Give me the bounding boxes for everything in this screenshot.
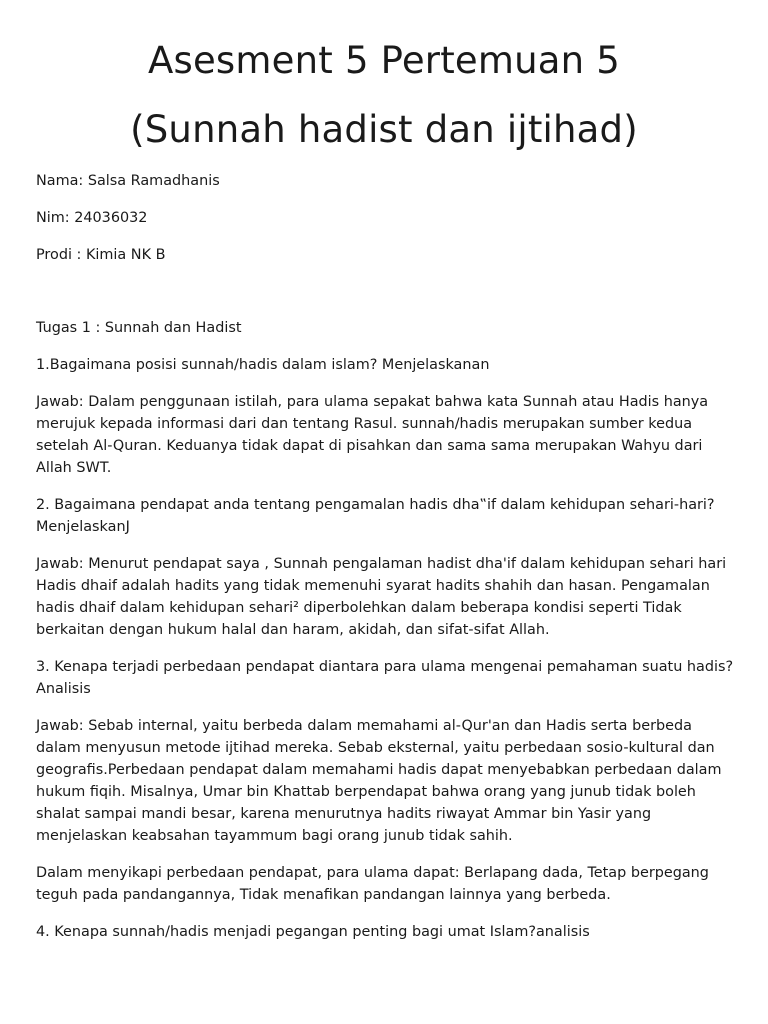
question-3: 3. Kenapa terjadi perbedaan pendapat diantara para ulama mengenai pemahaman suatu hadis? Analisis	[36, 659, 734, 697]
student-name: Nama: Salsa Ramadhanis	[36, 173, 220, 189]
answer-3: Jawab: Sebab internal, yaitu berbeda dalam memahami al-Qur'an dan Hadis serta berbeda dalam menyusun metode ijtihad mereka. Sebab eksternal, yaitu perbedaan sosio-kultural dan geografis.Perbedaan pendapat dalam memahami hadis dapat menyebabkan perbedaan dalam hukum fiqih. Misalnya, Umar bin Khattab berpendapat bahwa orang yang junub tidak boleh shalat sampai mandi besar, karena menurutnya hadits riwayat Ammar bin Yasir yang menjelaskan keabsahan tayammum bagi orang junub tidak sahih.	[36, 718, 722, 844]
assignment-heading: Tugas 1 : Sunnah dan Hadist	[36, 320, 242, 336]
student-prodi: Prodi : Kimia NK B	[36, 247, 166, 263]
answer-1: Jawab: Dalam penggunaan istilah, para ulama sepakat bahwa kata Sunnah atau Hadis hanya merujuk kepada informasi dari dan tentang Rasul. sunnah/hadis merupakan sumber kedua setelah Al-Quran. Keduanya tidak dapat di pisahkan dan sama sama merupakan Wahyu dari Allah SWT.	[36, 394, 709, 476]
answer-2: Jawab: Menurut pendapat saya , Sunnah pengalaman hadist dha'if dalam kehidupan sehari hari Hadis dhaif adalah hadits yang tidak memenuhi syarat hadits shahih dan hasan. Pengamalan hadis dhaif dalam kehidupan sehari² diperbolehkan dalam beberapa kondisi seperti Tidak berkaitan dengan hukum halal dan haram, akidah, dan sifat-sifat Allah.	[36, 556, 727, 638]
question-2: 2. Bagaimana pendapat anda tentang pengamalan hadis dha‟if dalam kehidupan sehari-hari? MenjelaskanJ	[36, 497, 715, 535]
document-title-line-1: Asesment 5 Pertemuan 5	[147, 39, 620, 82]
answer-3-continued: Dalam menyikapi perbedaan pendapat, para ulama dapat: Berlapang dada, Tetap berpegang teguh pada pandangannya, Tidak menafikan pandangan lainnya yang berbeda.	[36, 865, 709, 903]
question-1: 1.Bagaimana posisi sunnah/hadis dalam islam? Menjelaskanan	[36, 357, 490, 373]
question-4: 4. Kenapa sunnah/hadis menjadi pegangan penting bagi umat Islam?analisis	[36, 924, 590, 940]
document-body	[36, 170, 740, 958]
student-nim: Nim: 24036032	[36, 210, 148, 226]
document-title-line-2: (Sunnah hadist dan ijtihad)	[130, 108, 638, 151]
